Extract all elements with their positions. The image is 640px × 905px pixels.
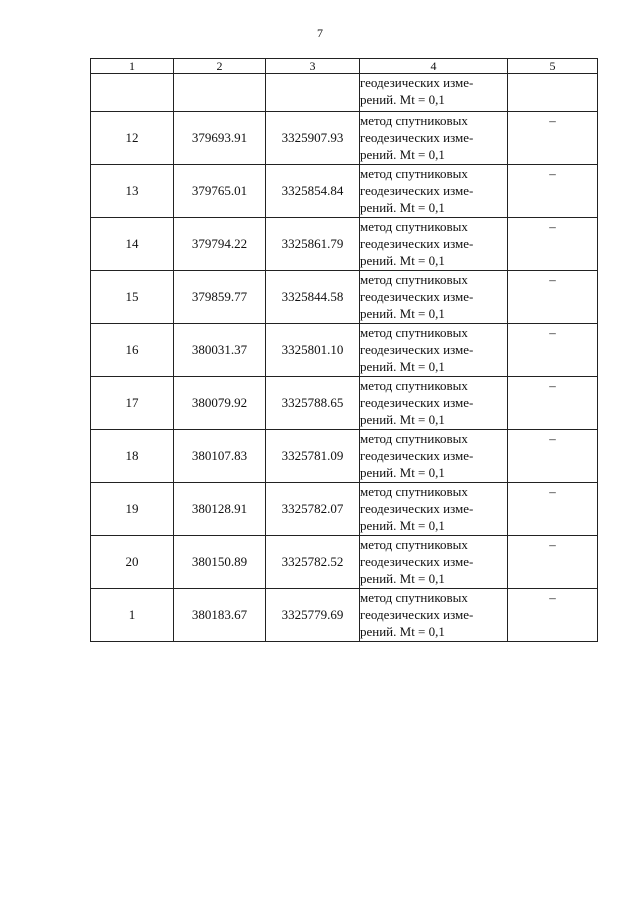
header-row [91,59,598,74]
cell-y: 3325788.65 [266,377,360,430]
cell-note: – [508,324,598,377]
cell-y: 3325779.69 [266,589,360,642]
cell-note [508,74,598,112]
cell-note: – [508,430,598,483]
cell-description: метод спутниковых геодезических изме- рений. Mt = 0,1 [360,218,508,271]
cell-description: метод спутниковых геодезических изме- рений. Mt = 0,1 [360,324,508,377]
cell-y: 3325801.10 [266,324,360,377]
continuation-row [91,74,598,112]
cell-x: 379765.01 [174,165,266,218]
table-body [91,74,598,642]
table-row [91,536,598,589]
cell-x: 380031.37 [174,324,266,377]
cell-note: – [508,589,598,642]
cell-num: 15 [91,271,174,324]
header-col-1: 1 [91,59,174,74]
cell-num: 17 [91,377,174,430]
cell-y: 3325781.09 [266,430,360,483]
cell-x: 380107.83 [174,430,266,483]
cell-y [266,74,360,112]
cell-note: – [508,271,598,324]
cell-note: – [508,536,598,589]
cell-note: – [508,377,598,430]
cell-description: метод спутниковых геодезических изме- рений. Mt = 0,1 [360,536,508,589]
cell-x: 380079.92 [174,377,266,430]
cell-num: 1 [91,589,174,642]
cell-note: – [508,483,598,536]
header-col-4: 4 [360,59,508,74]
cell-num: 14 [91,218,174,271]
table-row [91,324,598,377]
cell-description: метод спутниковых геодезических изме- рений. Mt = 0,1 [360,483,508,536]
table-row [91,589,598,642]
cell-num: 13 [91,165,174,218]
cell-num: 19 [91,483,174,536]
cell-note: – [508,218,598,271]
table-row [91,112,598,165]
cell-num: 12 [91,112,174,165]
header-col-3: 3 [266,59,360,74]
table-row [91,218,598,271]
cell-y: 3325854.84 [266,165,360,218]
cell-note: – [508,165,598,218]
page-number: 7 [317,26,323,40]
cell-description: метод спутниковых геодезических изме- рений. Mt = 0,1 [360,271,508,324]
cell-description: метод спутниковых геодезических изме- рений. Mt = 0,1 [360,165,508,218]
cell-num: 18 [91,430,174,483]
table-header [91,59,598,74]
table-row [91,377,598,430]
cell-y: 3325907.93 [266,112,360,165]
cell-x: 380183.67 [174,589,266,642]
cell-description: метод спутниковых геодезических изме- рений. Mt = 0,1 [360,589,508,642]
cell-note: – [508,112,598,165]
cell-num: 20 [91,536,174,589]
cell-description: метод спутниковых геодезических изме- рений. Mt = 0,1 [360,112,508,165]
header-col-5: 5 [508,59,598,74]
table-row [91,165,598,218]
cell-x: 379859.77 [174,271,266,324]
table-row [91,430,598,483]
cell-y: 3325782.52 [266,536,360,589]
table-row [91,483,598,536]
table-row [91,271,598,324]
cell-x: 379794.22 [174,218,266,271]
header-col-2: 2 [174,59,266,74]
cell-y: 3325782.07 [266,483,360,536]
cell-num: 16 [91,324,174,377]
cell-description: метод спутниковых геодезических изме- рений. Mt = 0,1 [360,377,508,430]
cell-num [91,74,174,112]
cell-x: 380150.89 [174,536,266,589]
cell-description: метод спутниковых геодезических изме- рений. Mt = 0,1 [360,430,508,483]
cell-description: геодезических изме- рений. Mt = 0,1 [360,74,508,112]
cell-x [174,74,266,112]
cell-x: 379693.91 [174,112,266,165]
coordinates-table [90,58,598,642]
cell-x: 380128.91 [174,483,266,536]
cell-y: 3325844.58 [266,271,360,324]
cell-y: 3325861.79 [266,218,360,271]
